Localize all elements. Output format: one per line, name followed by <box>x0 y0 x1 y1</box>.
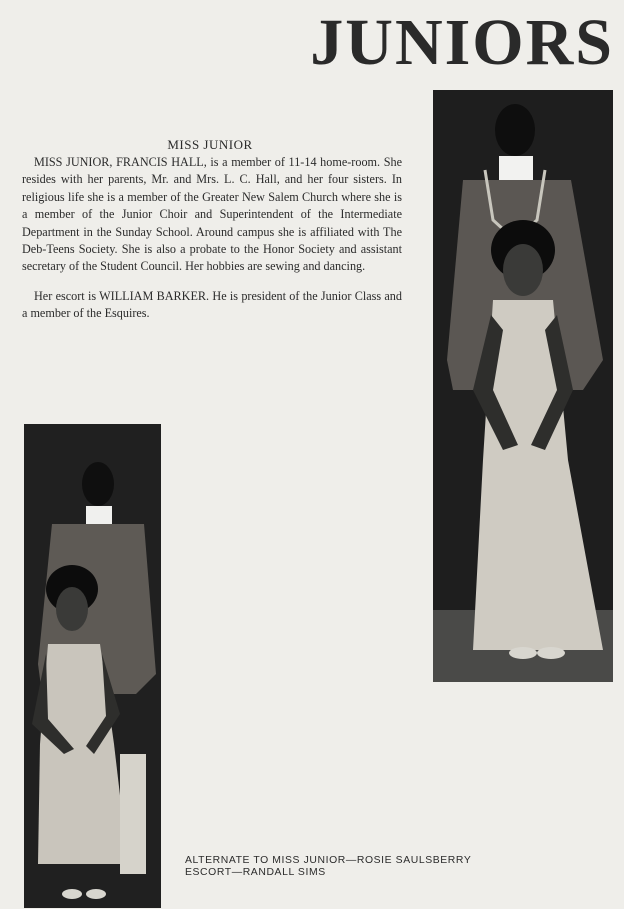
page-title: JUNIORS <box>310 6 614 79</box>
alternate-photo <box>24 424 161 908</box>
alternate-caption-line-2: ESCORT—RANDALL SIMS <box>185 867 326 878</box>
alternate-caption-line-1: ALTERNATE TO MISS JUNIOR—ROSIE SAULSBERRY <box>185 855 472 866</box>
feature-paragraph-2: Her escort is WILLIAM BARKER. He is president of the Junior Class and a member of the Esquires. <box>22 289 402 321</box>
alternate-caption <box>185 855 471 879</box>
feature-heading: MISS JUNIOR <box>167 137 253 152</box>
miss-junior-photo <box>433 90 613 682</box>
feature-paragraph-1: MISS JUNIOR, FRANCIS HALL, is a member of 11-14 home-room. She resides with her parents, Mr. and Mrs. L. C. Hall, and her four sisters. In religious life she is a member of the Greater New Salem Church where she is a member of the Junior Choir and Superintendent of the Intermediate Department in the Sunday School. Around campus she is affiliated with The Deb-Teens Society. She is also a probate to the Honor Society and assistant secretary of the Student Council. Her hobbies are sewing and dancing. <box>22 155 402 274</box>
